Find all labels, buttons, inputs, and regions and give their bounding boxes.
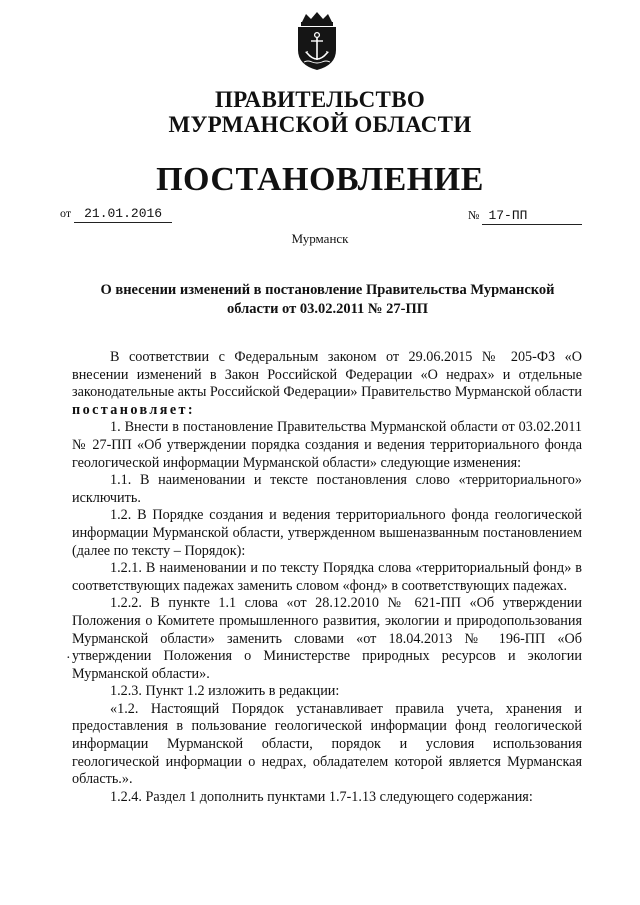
paragraph-1-2-3: 1.2.3. Пункт 1.2 изложить в редакции: [110, 683, 340, 700]
margin-dot: · [66, 651, 71, 666]
coat-of-arms-icon [292, 10, 342, 72]
paragraph-1-2-2: 1.2.2. В пункте 1.1 слова «от 28.12.2010 № 621-ПП «Об утверждении Положения о Комитете промышленного развития, экологии и природопользования Мурманской области» заменить словами «от 18.04.2013 № 196-ПП «Об утверждении Положения о Министерстве природных ресурсов и экологии Мурманской области». [72, 595, 582, 682]
date-label: от [60, 206, 72, 220]
document-body [72, 349, 582, 806]
paragraph-1-2: 1.2. В Порядке создания и ведения территориального фонда геологической информации Мурманской области, утвержденном вышеназванным постановлением (далее по тексту – Порядок): [72, 507, 582, 559]
paragraph-preamble: В соответствии с Федеральным законом от 29.06.2015 № 205-ФЗ «О внесении изменений в Закон Российской Федерации «О недрах» и отдельные законодательные акты Российской Федерации» Правительство Мурманской области постановляет: [72, 349, 582, 418]
paragraph-1-2-4: 1.2.4. Раздел 1 дополнить пунктами 1.7-1.13 следующего содержания: [110, 788, 533, 805]
number-label: № [468, 208, 480, 222]
document-subject: О внесении изменений в постановление Правительства Мурманской области от 03.02.2011 № 27-ПП [100, 282, 555, 317]
number-value: 17-ПП [482, 208, 582, 225]
date-value: 21.01.2016 [74, 206, 172, 223]
org-name-line2: МУРМАНСКОЙ ОБЛАСТИ [168, 112, 472, 137]
city-name: Мурманск [291, 231, 349, 246]
org-name-line1: ПРАВИТЕЛЬСТВО [214, 87, 426, 112]
date-field [60, 206, 172, 223]
paragraph-1-1: 1.1. В наименовании и тексте постановления слово «территориального» исключить. [72, 472, 582, 506]
paragraph-1: 1. Внести в постановление Правительства Мурманской области от 03.02.2011 № 27-ПП «Об утверждении порядка создания и ведения территориального фонда геологической информации Мурманской области» следующие изменения: [72, 419, 582, 471]
paragraph-1-2-1: 1.2.1. В наименовании и по тексту Порядка слова «территориальный фонд» в соответствующих падежах заменить словом «фонд» в соответствующих падежах. [72, 560, 582, 594]
resolves-word: постановляет: [72, 401, 196, 418]
number-field [468, 208, 582, 225]
document-type-title: ПОСТАНОВЛЕНИЕ [156, 161, 484, 198]
paragraph-quote-1-2: «1.2. Настоящий Порядок устанавливает правила учета, хранения и предоставления в пользование геологической информации фонд геологической информации Мурманской области, порядок и условия использования геологической информации о недрах, обладателем которой является Мурманская область.». [72, 700, 582, 788]
